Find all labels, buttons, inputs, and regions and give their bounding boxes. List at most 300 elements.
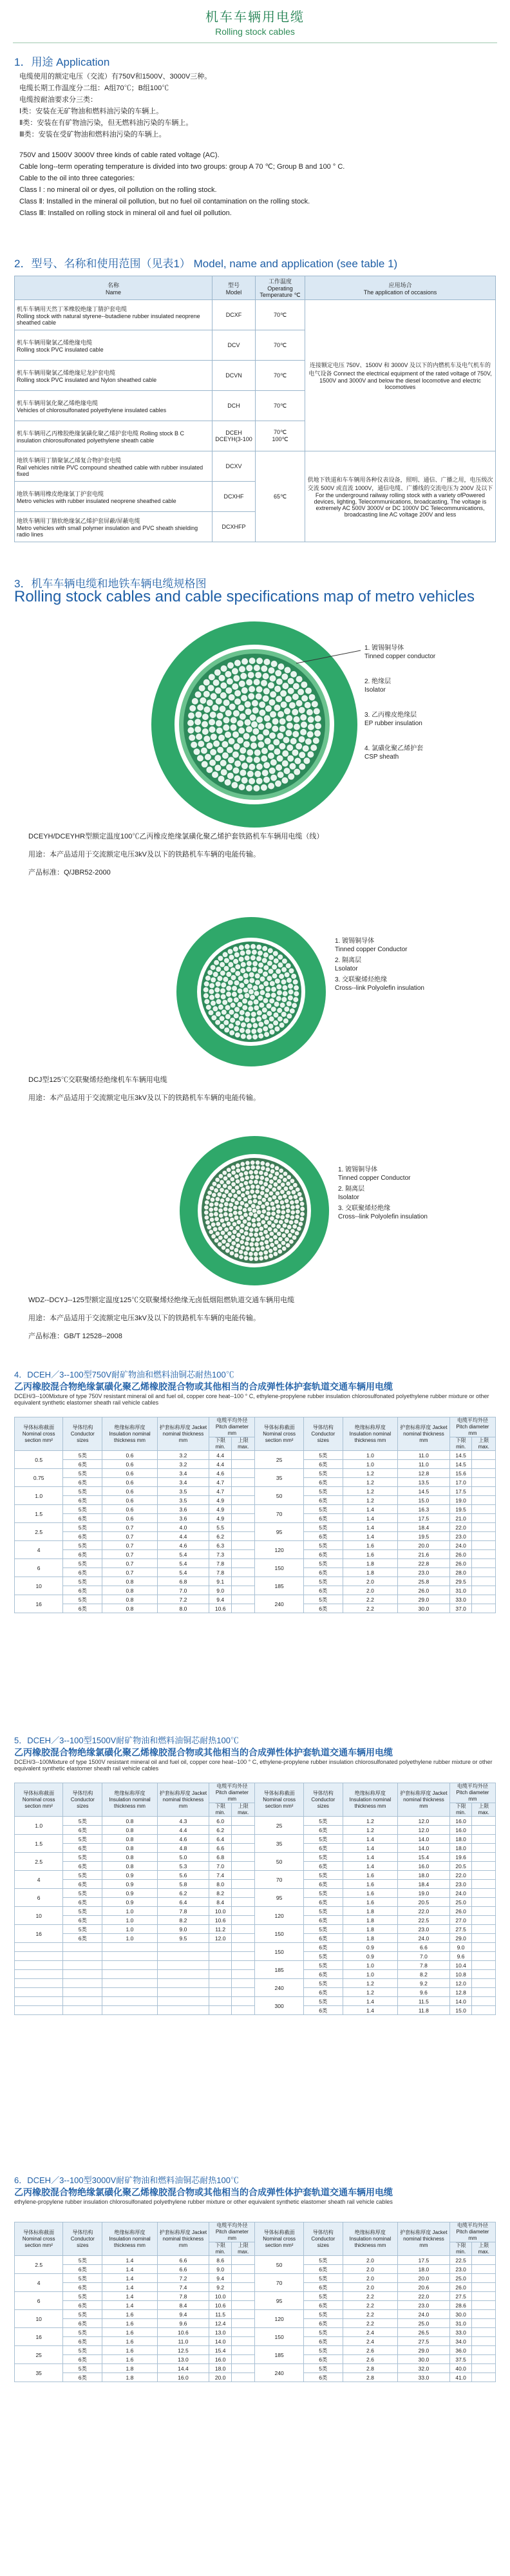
- data-table-row: [15, 1577, 496, 1586]
- copper-strand: [299, 752, 305, 758]
- data-cell: 1.2: [343, 1826, 397, 1835]
- copper-strand: [230, 1018, 235, 1023]
- copper-strand: [296, 700, 303, 706]
- copper-strand: [241, 777, 248, 784]
- data-cell: 16.0: [398, 1862, 450, 1871]
- copper-strand: [237, 1190, 241, 1195]
- copper-strand: [246, 1166, 250, 1170]
- copper-strand: [280, 1003, 285, 1008]
- data-table-row: [15, 1487, 496, 1496]
- cable-figure-3: [177, 1133, 332, 1288]
- copper-strand: [269, 1254, 273, 1258]
- data-cell: [472, 1925, 496, 1934]
- copper-strand: [241, 658, 248, 665]
- copper-strand: [223, 1212, 228, 1217]
- data-cell: 22.5: [449, 2256, 472, 2265]
- copper-strand: [203, 993, 209, 998]
- data-table-row: [15, 1907, 496, 1916]
- data-cell: 9.0: [449, 1943, 472, 1952]
- data-cell: [232, 1862, 255, 1871]
- copper-strand: [240, 983, 245, 988]
- data-cell: [472, 1871, 496, 1880]
- copper-strand: [223, 952, 228, 957]
- data-table-header-cell: 上限 max.: [232, 2242, 255, 2256]
- data-cell: [232, 1943, 255, 1952]
- copper-strand: [287, 1225, 292, 1229]
- data-cell: 6类: [63, 1826, 102, 1835]
- data-cell: 5类: [63, 1853, 102, 1862]
- copper-strand: [222, 1194, 227, 1198]
- copper-strand: [253, 785, 260, 791]
- data-cell: 5类: [303, 1451, 343, 1460]
- copper-strand: [226, 1180, 231, 1185]
- data-cell: 2.0: [343, 2265, 397, 2274]
- data-cell: 4.0: [157, 1523, 209, 1532]
- copper-strand: [244, 1203, 249, 1208]
- copper-strand: [265, 1245, 270, 1249]
- copper-strand: [260, 1176, 265, 1180]
- data-table-row: [15, 2328, 496, 2337]
- copper-strand: [199, 685, 205, 692]
- copper-strand: [250, 714, 256, 721]
- data-cell: 16.0: [209, 2355, 232, 2364]
- data-table-header-cell: 绝缘标称厚度 Insulation nominal thickness mm: [343, 2222, 397, 2256]
- data-cell: 6类: [303, 1568, 343, 1577]
- copper-strand: [239, 957, 244, 962]
- data-cell: [472, 1514, 496, 1523]
- data-cell: 1.8: [343, 1907, 397, 1916]
- cross-section-cell: 16: [15, 1925, 63, 1943]
- data-cell: 1.4: [102, 2301, 157, 2310]
- copper-strand: [259, 1003, 264, 1008]
- data-cell: 7.8: [157, 2292, 209, 2301]
- section1-line-en: Cable long--term operating temperature is divided into two groups: group A 70 ℃; Group B and 100 ° C.: [19, 163, 345, 171]
- copper-strand: [225, 732, 231, 738]
- data-cell: 11.0: [398, 1451, 450, 1460]
- data-cell: 5.3: [157, 1862, 209, 1871]
- copper-strand: [258, 996, 263, 1001]
- data-cell: 6类: [63, 2373, 102, 2382]
- data-table-header-cell: 电缆平均外径 Pitch diameter mm: [449, 2222, 495, 2242]
- copper-strand: [280, 1227, 285, 1232]
- copper-strand: [231, 1198, 235, 1202]
- data-cell: [209, 1970, 232, 1979]
- copper-strand: [279, 1175, 283, 1179]
- section1-line-cn: Ⅰ类：安装在无矿物油和燃料油污染的车辆上。: [19, 108, 164, 115]
- cross-section-cell: 95: [255, 2292, 303, 2310]
- data-cell: [472, 2301, 496, 2310]
- data-cell: 8.2: [157, 1916, 209, 1925]
- data-cell: 5类: [303, 1853, 343, 1862]
- data-table-header-row: [15, 2222, 496, 2242]
- data-cell: 5.4: [157, 1550, 209, 1559]
- data-cell: 1.6: [343, 1889, 397, 1898]
- data-table-header-cell: 导体结构 Conductor sizes: [63, 2222, 102, 2256]
- copper-strand: [279, 743, 285, 750]
- cross-section-cell: 25: [255, 1451, 303, 1469]
- data-cell: [232, 1577, 255, 1586]
- data-cell: 5类: [303, 1925, 343, 1934]
- copper-strand: [254, 991, 259, 996]
- data-cell: 1.6: [102, 2328, 157, 2337]
- data-cell: 6类: [303, 2006, 343, 2015]
- data-table-header-cell: 导体结构 Conductor sizes: [303, 1417, 343, 1451]
- data-table-header-cell: 护套标称厚度 Jacket nominal thickness mm: [398, 2222, 450, 2256]
- copper-strand: [261, 1204, 265, 1209]
- copper-strand: [246, 679, 252, 686]
- data-cell: 6.2: [157, 1889, 209, 1898]
- copper-strand: [194, 726, 201, 733]
- data-cell: 0.6: [102, 1451, 157, 1460]
- copper-strand: [262, 770, 269, 776]
- copper-strand: [212, 1193, 216, 1197]
- copper-strand: [230, 1251, 234, 1256]
- data-cell: 9.6: [157, 2319, 209, 2328]
- copper-strand: [234, 690, 241, 697]
- data-cell: [232, 1532, 255, 1541]
- copper-strand: [301, 681, 307, 688]
- copper-strand: [216, 999, 222, 1004]
- copper-strand: [220, 1218, 225, 1223]
- data-cell: 5类: [303, 1523, 343, 1532]
- data-cell: 5类: [63, 1577, 102, 1586]
- copper-strand: [269, 1016, 274, 1021]
- copper-strand: [225, 710, 232, 716]
- cross-section-cell: 50: [255, 1487, 303, 1505]
- copper-strand: [265, 992, 270, 998]
- data-cell: [472, 2265, 496, 2274]
- data-cell: 31.0: [449, 1586, 472, 1595]
- data-cell: 1.0: [343, 1460, 397, 1469]
- copper-strand: [252, 728, 259, 735]
- data-cell: 6类: [63, 2301, 102, 2310]
- copper-strand: [246, 785, 252, 791]
- data-cell: [232, 1997, 255, 2006]
- data-table-header-cell: 绝缘标称厚度 Insulation nominal thickness mm: [343, 1417, 397, 1451]
- data-cell: [157, 1988, 209, 1997]
- copper-strand: [229, 704, 236, 710]
- copper-strand: [272, 965, 277, 970]
- copper-strand: [278, 962, 283, 967]
- copper-strand: [236, 1163, 240, 1168]
- copper-strand: [194, 748, 200, 755]
- data-cell: 2.0: [343, 1577, 397, 1586]
- data-cell: 1.4: [343, 1532, 397, 1541]
- cross-section-cell: 0.5: [15, 1451, 63, 1469]
- copper-strand: [243, 741, 250, 748]
- copper-strand: [259, 701, 265, 708]
- copper-strand: [267, 976, 272, 981]
- copper-strand: [239, 755, 245, 761]
- data-table-row: [15, 1817, 496, 1826]
- data-cell: 7.3: [209, 1550, 232, 1559]
- copper-strand: [305, 702, 311, 708]
- section5-title: [14, 1734, 497, 1772]
- copper-strand: [226, 992, 231, 997]
- data-cell: 19.0: [398, 1889, 450, 1898]
- header-title-cn: 机车车辆用电缆: [205, 10, 305, 24]
- copper-strand: [254, 750, 261, 756]
- copper-strand: [282, 761, 288, 767]
- cross-section-cell: 6: [15, 2292, 63, 2310]
- copper-strand: [218, 776, 225, 782]
- copper-strand: [245, 708, 252, 715]
- data-cell: 7.0: [157, 1586, 209, 1595]
- copper-strand: [303, 757, 310, 764]
- data-cell: 1.8: [102, 2364, 157, 2373]
- copper-strand: [206, 1195, 211, 1200]
- data-cell: 17.5: [398, 1514, 450, 1523]
- copper-strand: [231, 1235, 236, 1239]
- copper-strand: [209, 1213, 214, 1217]
- copper-strand: [214, 1202, 219, 1206]
- data-cell: 0.6: [102, 1469, 157, 1478]
- copper-strand: [263, 729, 269, 735]
- data-cell: 9.1: [209, 1577, 232, 1586]
- data-cell: 5.6: [157, 1871, 209, 1880]
- data-cell: 5类: [63, 1523, 102, 1532]
- data-cell: [232, 1604, 255, 1613]
- data-cell: 9.0: [157, 1925, 209, 1934]
- copper-strand: [228, 1208, 232, 1212]
- cross-section-cell: 50: [255, 1853, 303, 1871]
- data-cell: 0.7: [102, 1568, 157, 1577]
- copper-strand: [227, 1168, 231, 1172]
- cross-section-cell: 95: [255, 1523, 303, 1541]
- data-cell: 14.0: [449, 1997, 472, 2006]
- copper-strand: [299, 1197, 303, 1201]
- copper-strand: [232, 1222, 237, 1227]
- cross-section-cell: 10: [15, 1907, 63, 1925]
- copper-strand: [287, 744, 293, 751]
- data-cell: 1.4: [343, 1523, 397, 1532]
- copper-strand: [281, 777, 288, 784]
- data-cell: 3.4: [157, 1478, 209, 1487]
- figure3-legend: [338, 1166, 428, 1224]
- copper-strand: [233, 1194, 238, 1198]
- copper-strand: [226, 972, 231, 977]
- copper-strand: [285, 1204, 290, 1208]
- data-cell: 4.9: [209, 1496, 232, 1505]
- copper-strand: [211, 734, 217, 740]
- figure3-caption: [28, 1294, 492, 1342]
- copper-strand: [252, 961, 258, 966]
- data-cell: 14.0: [398, 1844, 450, 1853]
- data-cell: 10.0: [209, 2292, 232, 2301]
- data-cell: 20.0: [398, 1541, 450, 1550]
- copper-strand: [254, 1005, 259, 1010]
- data-cell: [232, 1559, 255, 1568]
- data-cell: 10.6: [209, 2301, 232, 2310]
- data-cell: [472, 2319, 496, 2328]
- data-cell: 6类: [303, 1970, 343, 1979]
- copper-strand: [234, 1175, 239, 1179]
- data-cell: [232, 2283, 255, 2292]
- data-cell: 6类: [303, 2355, 343, 2364]
- copper-strand: [270, 1169, 275, 1173]
- copper-strand: [290, 1179, 295, 1183]
- copper-strand: [232, 683, 238, 690]
- data-cell: 11.0: [398, 1460, 450, 1469]
- copper-strand: [258, 1034, 263, 1039]
- copper-strand: [233, 959, 238, 964]
- copper-strand: [269, 732, 276, 739]
- copper-strand: [274, 958, 279, 963]
- data-cell: 14.0: [398, 1835, 450, 1844]
- copper-strand: [218, 956, 223, 961]
- copper-strand: [207, 1225, 211, 1229]
- data-cell: 11.0: [157, 2337, 209, 2346]
- data-cell: 2.0: [343, 2256, 397, 2265]
- section1-heading: 1．用途 Application: [14, 56, 110, 68]
- copper-strand: [210, 1186, 214, 1191]
- copper-strand: [219, 1213, 223, 1218]
- copper-strand: [265, 1162, 270, 1167]
- data-table-header-cell: 导体标称截面 Nominal cross section mm²: [255, 1783, 303, 1817]
- copper-strand: [281, 1012, 287, 1017]
- copper-strand: [283, 991, 288, 996]
- copper-strand: [267, 1003, 272, 1009]
- copper-strand: [245, 1028, 250, 1034]
- copper-strand: [269, 1024, 274, 1029]
- section5-title-2: 乙丙橡胶混合物绝缘氯磺化聚乙烯橡胶混合物或其他相当的合成弹性体护套轨道交通车辆用电缆: [14, 1747, 393, 1757]
- copper-strand: [300, 714, 307, 721]
- copper-strand: [241, 1022, 246, 1027]
- copper-strand: [282, 750, 288, 757]
- copper-strand: [209, 989, 214, 994]
- data-cell: 26.0: [398, 1586, 450, 1595]
- copper-strand: [263, 981, 269, 986]
- copper-strand: [265, 1202, 269, 1206]
- data-cell: [102, 1979, 157, 1988]
- copper-strand: [252, 1023, 258, 1028]
- data-cell: 4.4: [157, 1532, 209, 1541]
- data-cell: 6.8: [209, 1853, 232, 1862]
- copper-strand: [308, 716, 314, 723]
- copper-strand: [225, 671, 231, 677]
- copper-strand: [294, 985, 299, 990]
- data-cell: 8.4: [157, 2301, 209, 2310]
- copper-strand: [281, 1182, 285, 1187]
- copper-strand: [299, 736, 305, 743]
- data-cell: [209, 1988, 232, 1997]
- copper-strand: [260, 976, 265, 981]
- copper-strand: [289, 763, 296, 770]
- copper-strand: [238, 994, 243, 999]
- copper-strand: [246, 665, 252, 671]
- data-cell: [157, 1943, 209, 1952]
- data-cell: 12.0: [398, 1817, 450, 1826]
- data-cell: 5类: [63, 2328, 102, 2337]
- copper-strand: [294, 769, 300, 775]
- data-table-row: [15, 2364, 496, 2373]
- copper-strand: [211, 1222, 216, 1227]
- section1-body: [19, 71, 496, 219]
- copper-strand: [287, 1001, 292, 1007]
- data-cell: 6.8: [157, 1577, 209, 1586]
- data-cell: 4.7: [209, 1487, 232, 1496]
- copper-strand: [300, 1202, 305, 1206]
- copper-strand: [279, 1169, 283, 1173]
- copper-strand: [215, 993, 220, 998]
- data-cell: 4.8: [157, 1844, 209, 1853]
- data-cell: [232, 1889, 255, 1898]
- copper-strand: [271, 992, 276, 998]
- copper-strand: [242, 999, 247, 1004]
- copper-strand: [249, 1227, 254, 1232]
- section1-line-cn: Ⅱ类：安装在有矿物油污染，但无燃料油污染的车辆上。: [19, 119, 193, 127]
- data-cell: 9.2: [209, 2283, 232, 2292]
- copper-strand: [246, 967, 251, 972]
- data-cell: 29.0: [449, 1934, 472, 1943]
- copper-strand: [303, 745, 309, 752]
- data-cell: 5类: [303, 2256, 343, 2265]
- copper-strand: [251, 1029, 256, 1034]
- data-cell: 6类: [303, 2319, 343, 2328]
- copper-strand: [256, 1185, 260, 1189]
- copper-strand: [264, 659, 270, 665]
- copper-strand: [263, 998, 269, 1003]
- copper-strand: [220, 1198, 225, 1203]
- copper-strand: [250, 735, 256, 742]
- data-cell: 1.0: [102, 1907, 157, 1916]
- copper-strand: [231, 975, 236, 980]
- copper-strand: [268, 682, 274, 688]
- copper-strand: [241, 762, 248, 769]
- data-cell: 10.4: [449, 1961, 472, 1970]
- data-cell: 0.7: [102, 1541, 157, 1550]
- copper-strand: [272, 718, 279, 724]
- copper-strand: [287, 978, 292, 983]
- copper-strand: [220, 1016, 225, 1021]
- copper-strand: [245, 1191, 250, 1195]
- data-cell: 5类: [63, 2364, 102, 2373]
- data-cell: 4.4: [157, 1826, 209, 1835]
- copper-strand: [203, 735, 210, 742]
- copper-strand: [213, 972, 218, 977]
- data-cell: 23.0: [398, 1925, 450, 1934]
- data-cell: 24.0: [398, 2310, 450, 2319]
- data-cell: 7.2: [157, 2274, 209, 2283]
- copper-strand: [243, 979, 249, 984]
- copper-strand: [274, 1252, 278, 1256]
- data-cell: [472, 1853, 496, 1862]
- data-cell: [472, 2006, 496, 2015]
- data-cell: [232, 1925, 255, 1934]
- data-cell: 5.5: [209, 1523, 232, 1532]
- data-cell: 22.5: [398, 1916, 450, 1925]
- copper-strand: [243, 1251, 248, 1256]
- data-cell: [472, 2310, 496, 2319]
- copper-strand: [195, 712, 202, 718]
- copper-strand: [212, 1182, 217, 1186]
- copper-strand: [216, 1231, 220, 1236]
- data-table-header-cell: 导体结构 Conductor sizes: [63, 1417, 102, 1451]
- section1-line-en: Class Ⅰ : no mineral oil or dyes, oil pollution on the rolling stock.: [19, 186, 217, 194]
- data-cell: 6类: [63, 1550, 102, 1559]
- copper-strand: [215, 1178, 220, 1182]
- model-name-cell: 机车车辆用天然丁苯橡胶绝缘丁腈护套电缆 Rolling stock with natural styrene--butadiene rubber insulated neoprene sheathed cable: [15, 300, 212, 330]
- data-table-row: [15, 1853, 496, 1862]
- copper-strand: [247, 961, 252, 966]
- data-cell: 5类: [303, 1577, 343, 1586]
- cross-section-cell: 25: [255, 1817, 303, 1835]
- copper-strand: [275, 1171, 279, 1176]
- copper-strand: [262, 1209, 267, 1214]
- data-cell: 5类: [63, 1817, 102, 1826]
- copper-strand: [260, 1161, 265, 1166]
- data-cell: [157, 1952, 209, 1961]
